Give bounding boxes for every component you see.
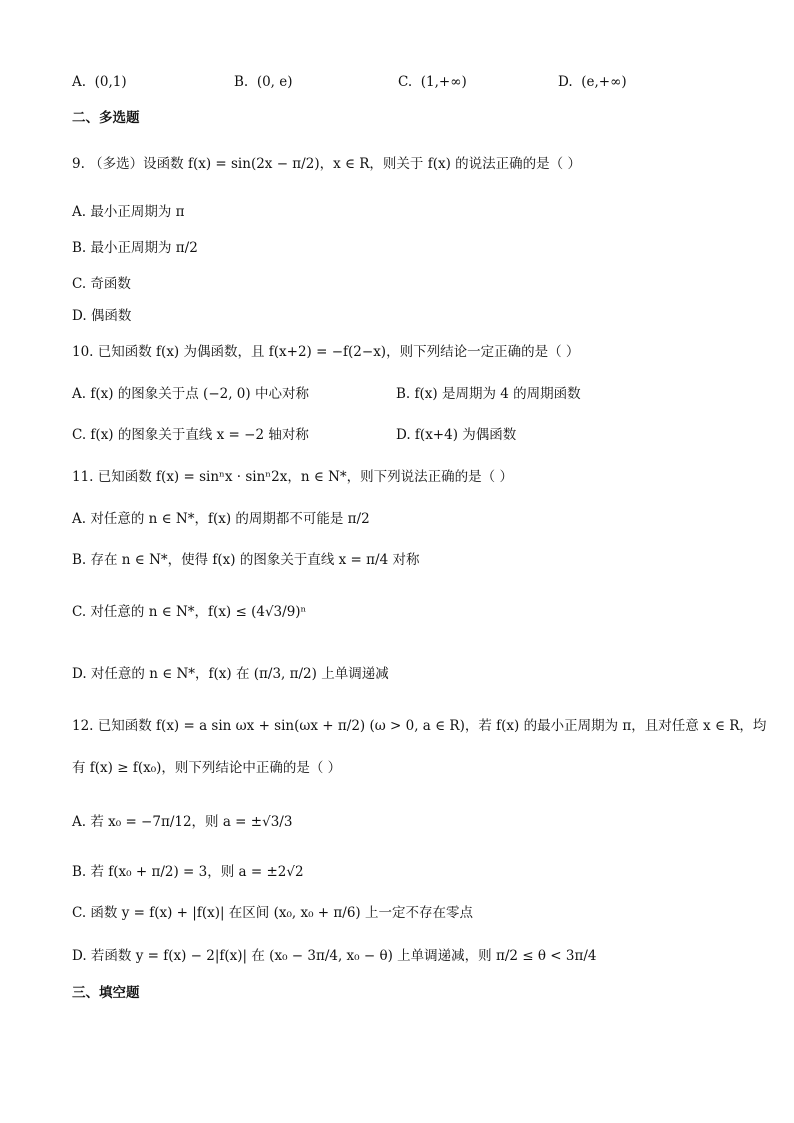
question-9-stem: 9. （多选）设函数 f(x) = sin(2x − π/2)，x ∈ R，则关于 f(x) 的说法正确的是（ ） <box>72 156 581 172</box>
question-12-option-a: A. 若 x₀ = −7π/12，则 a = ±√3/3 <box>72 814 293 830</box>
question-11-stem: 11. 已知函数 f(x) = sinⁿx · sinⁿ2x，n ∈ N*，则下列说法正确的是（ ） <box>72 469 513 485</box>
top-option-c: C. (1,+∞) <box>398 74 467 90</box>
question-12-stem-line-1: 12. 已知函数 f(x) = a sin ωx + sin(ωx + π/2) (ω > 0, a ∈ R)，若 f(x) 的最小正周期为 π，且对任意 x ∈ R，均 <box>72 718 767 734</box>
top-option-b: B. (0, e) <box>234 74 293 90</box>
section-title-multi-choice: 二、多选题 <box>72 110 140 126</box>
question-12-option-c: C. 函数 y = f(x) + |f(x)| 在区间 (x₀, x₀ + π/6) 上一定不存在零点 <box>72 905 473 921</box>
question-12-stem-line-2: 有 f(x) ≥ f(x₀)，则下列结论中正确的是（ ） <box>72 760 342 776</box>
question-11-option-b: B. 存在 n ∈ N*，使得 f(x) 的图象关于直线 x = π/4 对称 <box>72 552 420 568</box>
question-11-option-a: A. 对任意的 n ∈ N*，f(x) 的周期都不可能是 π/2 <box>72 511 370 527</box>
question-12-option-d: D. 若函数 y = f(x) − 2|f(x)| 在 (x₀ − 3π/4, x₀ − θ) 上单调递减，则 π/2 ≤ θ < 3π/4 <box>72 948 597 964</box>
question-11-option-c: C. 对任意的 n ∈ N*，f(x) ≤ (4√3/9)ⁿ <box>72 604 307 620</box>
question-11-option-d: D. 对任意的 n ∈ N*，f(x) 在 (π/3, π/2) 上单调递减 <box>72 666 389 682</box>
question-9-option-a: A. 最小正周期为 π <box>72 204 185 220</box>
question-9-option-b: B. 最小正周期为 π/2 <box>72 240 198 256</box>
section-title-fill-in: 三、填空题 <box>72 985 140 1001</box>
top-option-d: D. (e,+∞) <box>558 74 627 90</box>
question-12-option-b: B. 若 f(x₀ + π/2) = 3，则 a = ±2√2 <box>72 864 304 880</box>
question-9-option-c: C. 奇函数 <box>72 276 131 292</box>
question-10-option-a: A. f(x) 的图象关于点 (−2, 0) 中心对称 <box>72 386 309 402</box>
question-10-option-c: C. f(x) 的图象关于直线 x = −2 轴对称 <box>72 427 309 443</box>
question-10-stem: 10. 已知函数 f(x) 为偶函数，且 f(x+2) = −f(2−x)，则下列结论一定正确的是（ ） <box>72 344 580 360</box>
question-10-option-b: B. f(x) 是周期为 4 的周期函数 <box>396 386 581 402</box>
question-9-option-d: D. 偶函数 <box>72 308 132 324</box>
top-option-a: A. (0,1) <box>72 74 127 90</box>
question-10-option-d: D. f(x+4) 为偶函数 <box>396 427 517 443</box>
